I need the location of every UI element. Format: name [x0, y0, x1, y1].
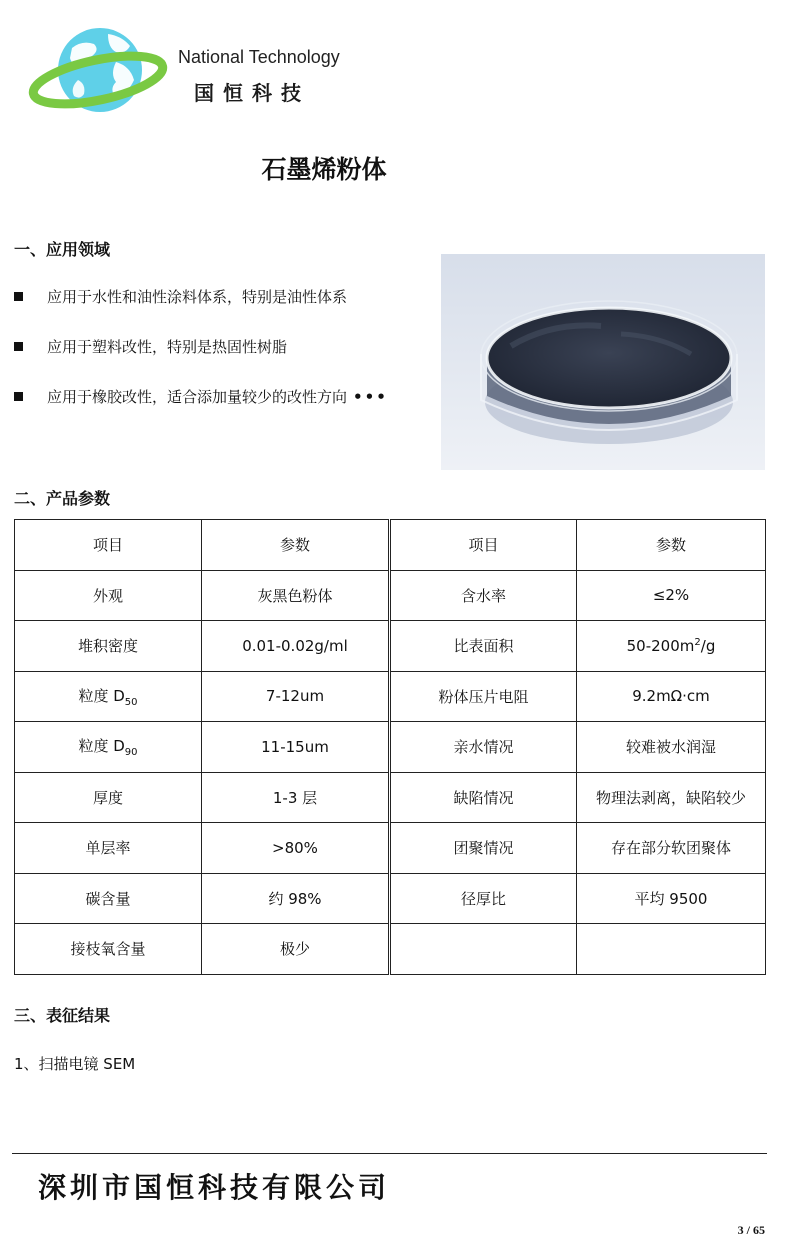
param-value: 1-3 层 [202, 772, 390, 823]
param-name: 碳含量 [15, 873, 202, 924]
table-header-row [15, 520, 766, 571]
product-parameters-table [14, 519, 766, 975]
param-name: 接枝氧含量 [15, 924, 202, 975]
value-tail: /g [700, 636, 716, 655]
square-bullet-icon [14, 392, 23, 401]
param-name: 单层率 [15, 823, 202, 874]
param-name [390, 924, 577, 975]
name-subscript: 90 [124, 747, 138, 759]
footer-divider [12, 1153, 767, 1154]
param-name: 亲水情况 [390, 722, 577, 773]
list-item-text: 应用于水性和油性涂料体系，特别是油性体系 [47, 288, 348, 306]
param-name: 径厚比 [390, 873, 577, 924]
param-value: 9.2mΩ·cm [577, 671, 766, 722]
brand-name-cn: 国恒科技 [194, 81, 310, 105]
column-header: 参数 [577, 520, 766, 571]
table-row [15, 671, 766, 722]
list-item-text: 应用于橡胶改性，适合添加量较少的改性方向 [47, 388, 348, 406]
param-value: 0.01-0.02g/ml [202, 621, 390, 672]
column-header: 项目 [390, 520, 577, 571]
param-value: 平均 9500 [577, 873, 766, 924]
table-row [15, 924, 766, 975]
value-superscript: 2 [694, 636, 701, 648]
table-row [15, 570, 766, 621]
page-number: 3 / 65 [737, 1223, 765, 1237]
square-bullet-icon [14, 342, 23, 351]
param-name: 厚度 [15, 772, 202, 823]
param-name: 堆积密度 [15, 621, 202, 672]
param-value: 较难被水润湿 [577, 722, 766, 773]
param-value: 灰黑色粉体 [202, 570, 390, 621]
characterization-item: 1、扫描电镜 SEM [14, 1055, 136, 1073]
param-name [15, 671, 202, 722]
list-item [14, 286, 347, 307]
table-row [15, 823, 766, 874]
param-name: 团聚情况 [390, 823, 577, 874]
column-header: 参数 [202, 520, 390, 571]
name-main: 粒度 D [78, 737, 125, 756]
document-title: 石墨烯粉体 [261, 155, 387, 184]
list-item [14, 336, 287, 357]
param-value [577, 621, 766, 672]
graphene-powder-photo [441, 254, 765, 470]
param-name: 比表面积 [390, 621, 577, 672]
param-value: 11-15um [202, 722, 390, 773]
param-value: 约 98% [202, 873, 390, 924]
value-main: 50-200m [626, 636, 695, 655]
param-name: 粉体压片电阻 [390, 671, 577, 722]
param-name: 外观 [15, 570, 202, 621]
column-header: 项目 [15, 520, 202, 571]
param-value: ≤2% [577, 570, 766, 621]
table-row [15, 873, 766, 924]
company-name: 深圳市国恒科技有限公司 [38, 1171, 391, 1204]
name-subscript: 50 [124, 696, 138, 708]
square-bullet-icon [14, 292, 23, 301]
ellipsis-dots: ••• [353, 387, 388, 406]
param-value: >80% [202, 823, 390, 874]
name-main: 粒度 D [78, 686, 125, 705]
param-value: 7-12um [202, 671, 390, 722]
list-item [14, 386, 388, 407]
section-heading-params: 二、产品参数 [14, 489, 111, 508]
table-row [15, 621, 766, 672]
param-name: 缺陷情况 [390, 772, 577, 823]
param-value: 极少 [202, 924, 390, 975]
brand-name-en: National Technology [178, 47, 340, 67]
param-name [15, 722, 202, 773]
param-value: 存在部分软团聚体 [577, 823, 766, 874]
param-value [577, 924, 766, 975]
table-row [15, 722, 766, 773]
table-row [15, 772, 766, 823]
globe-with-orbit-icon [28, 22, 170, 118]
section-heading-application: 一、应用领域 [14, 240, 111, 259]
section-heading-characterization: 三、表征结果 [14, 1006, 111, 1025]
list-item-text: 应用于塑料改性，特别是热固性树脂 [47, 338, 288, 356]
param-value: 物理法剥离，缺陷较少 [577, 772, 766, 823]
param-name: 含水率 [390, 570, 577, 621]
